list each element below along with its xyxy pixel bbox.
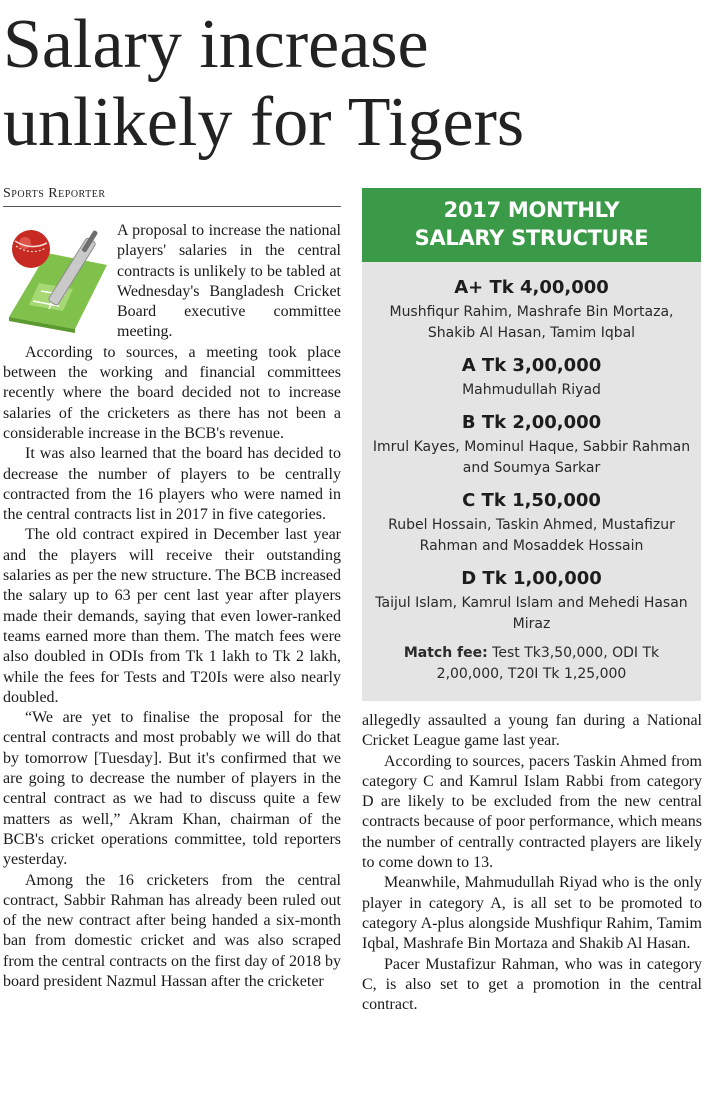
- cricket-ball-bat-icon: [3, 221, 109, 333]
- match-fee: [362, 643, 701, 685]
- headline-line-1: Salary increase: [3, 6, 429, 83]
- salary-box-header: [362, 188, 701, 262]
- paragraph: The old contract expired in December last year and the players will receive their outstanding salaries as per the new structure. The BCB increased the salary up to 63 per cent last year after players made their demands, saying that even lower-ranked teams earned more than them. The match fees were also doubled in ODIs from Tk 1 lakh to Tk 2 lakh, while the fees for Tests and T20Is were also nearly doubled.: [3, 526, 341, 706]
- tier-players: Mahmudullah Riyad: [462, 382, 601, 398]
- paragraph: It was also learned that the board has decided to decrease the number of players to be centrally contracted from the 16 players who were named in the central contracts list in 2017 in five categories.: [3, 445, 341, 524]
- paragraph: A proposal to increase the national players' salaries in the central contracts is unlikely to be tabled at Wednesday's Bangladesh Cricket Board executive committee meeting.: [117, 222, 341, 341]
- tier-players: Imrul Kayes, Mominul Haque, Sabbir Rahman and Soumya Sarkar: [372, 439, 691, 476]
- headline-line-2: unlikely for Tigers: [3, 84, 525, 161]
- paragraph: Among the 16 cricketers from the central contract, Sabbir Rahman has already been ruled out of the new contract after being handed a six-month ban from domestic cricket and was also scraped from the central contracts on the first day of 2018 by board president Nazmul Hassan after the cricketer: [3, 871, 341, 990]
- paragraph: According to sources, a meeting took place between the working and financial committees recently where the board decided not to increase salaries of the cricketers as there has not been a considerable increase in the BCB's revenue.: [3, 343, 341, 442]
- article-body-left-column: [3, 221, 341, 992]
- paragraph: “We are yet to finalise the proposal for the central contracts and most probably we will do that by tomorrow [Tuesday]. But it's confirmed that we are going to decrease the number of players in the central contract as we had to discuss quite a few matters as well,” Akram Khan, chairman of the BCB's cricket operations committee, told reporters yesterday.: [3, 709, 341, 869]
- tier-a-plus: [362, 276, 701, 344]
- byline: Sports Reporter: [3, 186, 341, 207]
- tier-c: [362, 489, 701, 557]
- tier-grade: D Tk 1,00,000: [461, 568, 602, 589]
- tier-players: Rubel Hossain, Taskin Ahmed, Mustafizur Rahman and Mosaddek Hossain: [388, 517, 675, 554]
- tier-grade: B Tk 2,00,000: [461, 412, 602, 433]
- article-body-right-column: [362, 711, 702, 1015]
- match-fee-label: Match fee:: [403, 645, 488, 661]
- paragraph: allegedly assaulted a young fan during a National Cricket League game last year.: [362, 712, 702, 750]
- tier-d: [362, 567, 701, 635]
- tier-players: Mushfiqur Rahim, Mashrafe Bin Mortaza, Shakib Al Hasan, Tamim Iqbal: [389, 304, 674, 341]
- tier-b: [362, 411, 701, 479]
- salary-structure-box: [362, 188, 701, 701]
- tier-grade: C Tk 1,50,000: [462, 490, 601, 511]
- salary-box-title-line-1: 2017 MONTHLY: [443, 198, 620, 222]
- salary-box-title-line-2: SALARY STRUCTURE: [414, 226, 649, 250]
- tier-a: [362, 354, 701, 401]
- paragraph: According to sources, pacers Taskin Ahmed from category C and Kamrul Islam Rabbi from category D are likely to be excluded from the new central contracts because of poor performance, which means the number of centrally contracted players are likely to come down to 13.: [362, 752, 702, 872]
- paragraph: Pacer Mustafizur Rahman, who was in category C, is also set to get a promotion in the central contract.: [362, 955, 702, 1014]
- match-fee-values: Test Tk3,50,000, ODI Tk 2,00,000, T20I Tk 1,25,000: [436, 645, 660, 682]
- tier-grade: A Tk 3,00,000: [461, 355, 602, 376]
- tier-grade: A+ Tk 4,00,000: [454, 277, 609, 298]
- tier-players: Taijul Islam, Kamrul Islam and Mehedi Hasan Miraz: [375, 595, 688, 632]
- headline: [3, 6, 703, 162]
- paragraph: Meanwhile, Mahmudullah Riyad who is the only player in category A, is all set to be promoted to category A-plus alongside Mushfiqur Rahim, Tamim Iqbal, Mashrafe Bin Mortaza and Shakib Al Hasan.: [362, 874, 702, 953]
